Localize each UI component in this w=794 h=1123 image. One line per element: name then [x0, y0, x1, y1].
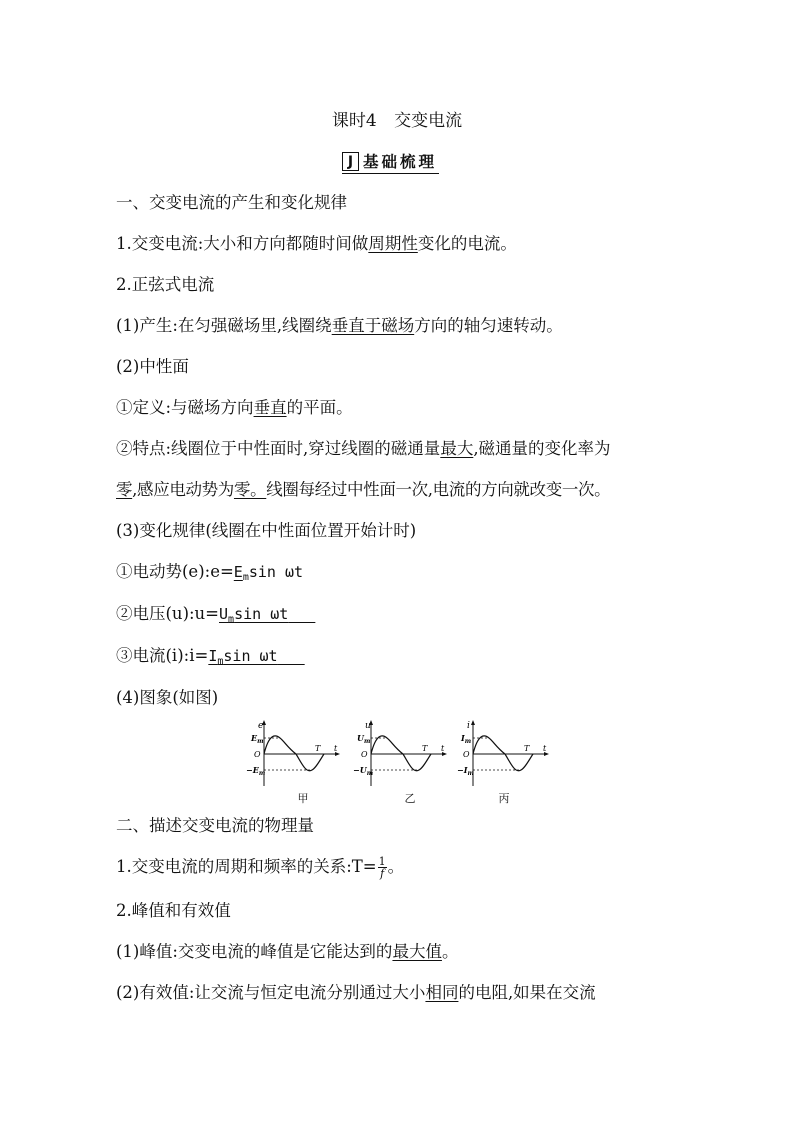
origin-label: O [463, 750, 470, 759]
paragraph-features-cont: 零,感应电动势为零。线圈每经过中性面一次,电流的方向就改变一次。 [116, 480, 611, 499]
paragraph-ac-definition: 1.交变电流:大小和方向都随时间做周期性变化的电流。 [116, 234, 517, 253]
graph-caption: 甲 [297, 792, 309, 805]
blank-answer: 最大值 [392, 942, 442, 961]
paragraph-generation: (1)产生:在匀强磁场里,线圈绕垂直于磁场方向的轴匀速转动。 [116, 316, 563, 335]
formula-voltage: ②电压$(u):u=U_m\sin$ ωt [116, 604, 289, 625]
peak-label: $U_m$ [357, 733, 371, 745]
paragraph-features: ②特点:线圈位于中性面时,穿过线圈的磁通量最大,磁通量的变化率为 [116, 439, 611, 458]
blank-answer: 相同 [425, 983, 459, 1002]
y-label: u [365, 721, 371, 731]
y-label: e [258, 721, 264, 731]
blank-answer: 零 [116, 480, 133, 499]
graph-caption: 乙 [404, 792, 416, 805]
section-heading-1: 一、交变电流的产生和变化规律 [116, 193, 347, 212]
paragraph-peak: (1)峰值:交变电流的峰值是它能达到的最大值。 [116, 942, 459, 961]
section-heading-2: 二、描述交变电流的物理量 [116, 816, 314, 835]
blank-answer: 最大 [440, 439, 474, 458]
x-label: t [441, 744, 445, 753]
sine-graph-svg [353, 718, 449, 790]
graph-caption: 丙 [498, 792, 510, 805]
paragraph-peak-effective: 2.峰值和有效值 [116, 901, 231, 920]
graph-emf [246, 718, 342, 790]
blank-answer: 垂直 [253, 398, 287, 417]
period-label: T [422, 744, 428, 753]
page-title [0, 106, 794, 131]
paragraph-graph: (4)图象(如图) [116, 688, 219, 707]
sine-curve [264, 736, 324, 771]
sine-graph-svg [246, 718, 342, 790]
trough-label: $-U_m$ [353, 765, 374, 777]
period-label: T [524, 744, 530, 753]
sine-curve [473, 736, 533, 771]
graph-voltage [353, 718, 449, 790]
period-label: T [315, 744, 321, 753]
x-label: t [334, 744, 338, 753]
y-label: i [467, 721, 470, 731]
blank-answer: 周期性 [368, 234, 418, 253]
paragraph-variation: (3)变化规律(线圈在中性面位置开始计时) [116, 521, 417, 540]
formula-current: ③电流$(i):i=I_m\sin$ ωt [116, 646, 278, 667]
paragraph-neutral-plane: (2)中性面 [116, 357, 189, 376]
lesson-number: 课时4 [331, 111, 377, 131]
lesson-topic: 交变电流 [394, 111, 463, 131]
trough-label: $-E_m$ [246, 765, 266, 777]
badge-text: 基础梳理 [363, 153, 438, 171]
paragraph-sine-current: 2.正弦式电流 [116, 275, 215, 294]
paragraph-definition: ①定义:与磁场方向垂直的平面。 [116, 398, 353, 417]
paragraph-period-frequency: 1.交变电流的周期和频率的关系:T= $\frac{1}{f}$ 。 [116, 855, 405, 880]
x-label: t [543, 744, 547, 753]
trough-label: $-I_m$ [457, 765, 474, 777]
blank-answer: 零。 [233, 480, 267, 499]
sine-graph-svg [455, 718, 551, 790]
fraction: $\frac{1}{f}$ [378, 855, 386, 880]
origin-label: O [254, 750, 261, 759]
sine-curve [371, 736, 431, 771]
graph-current [455, 718, 551, 790]
blank-answer: 垂直于磁场 [331, 316, 415, 335]
y-axis-arrow-icon [471, 720, 475, 725]
paragraph-effective: (2)有效值:让交流与恒定电流分别通过大小相同的电阻,如果在交流 [116, 983, 596, 1002]
peak-label: $E_m$ [251, 733, 264, 745]
badge-letter-icon: J [342, 152, 359, 171]
origin-label: O [361, 750, 368, 759]
formula-emf: ①电动势$(e):e=E_m\sin$ ωt [116, 562, 304, 583]
section-badge [342, 149, 439, 174]
peak-label: $I_m$ [461, 733, 472, 745]
